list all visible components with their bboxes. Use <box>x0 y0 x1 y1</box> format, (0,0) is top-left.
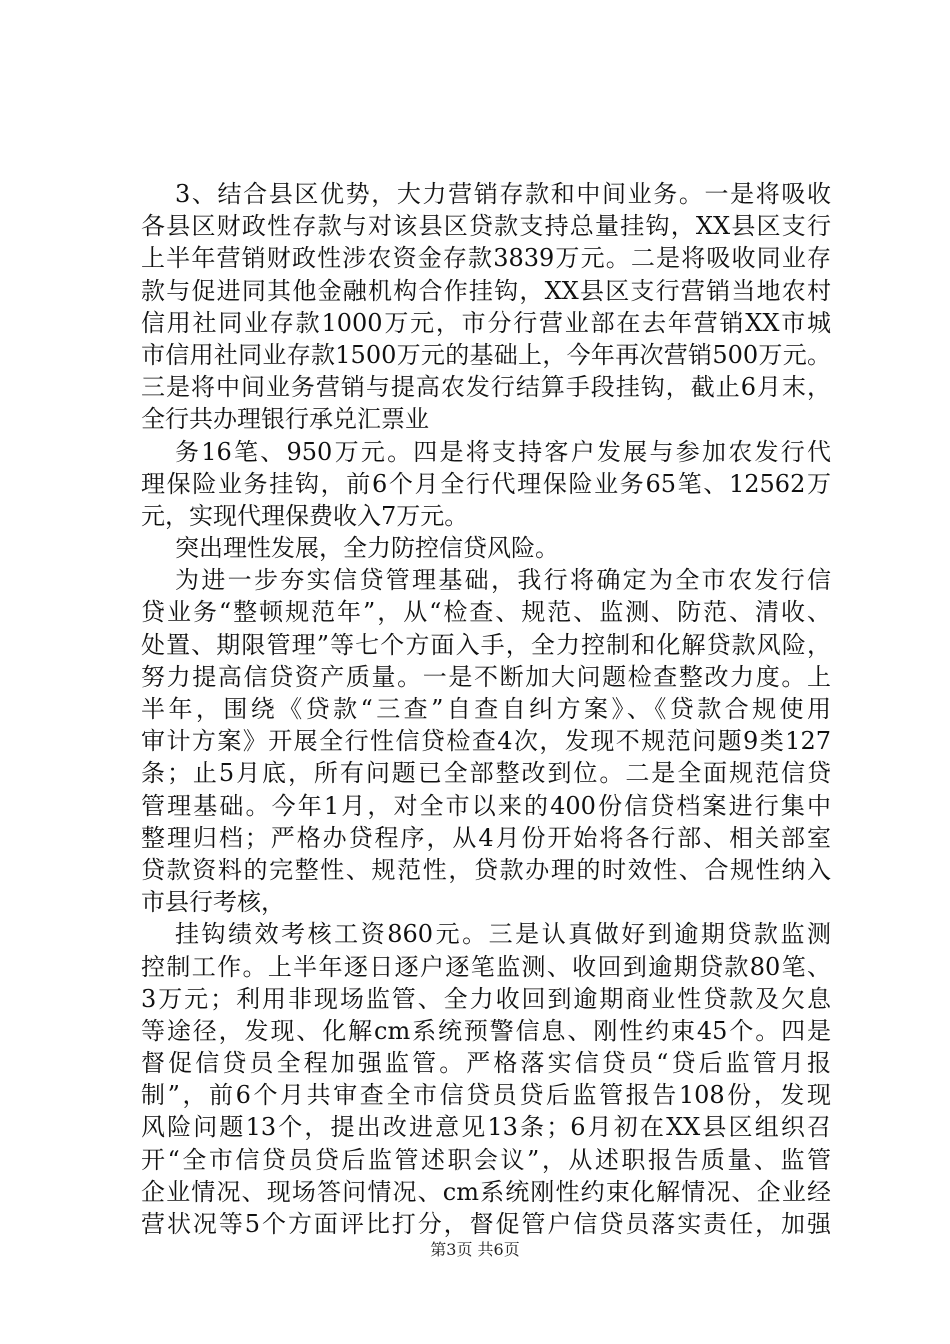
text-line: 突出理性发展，全力防控信贷风险。 <box>175 534 559 563</box>
text-line: 上半年营销财政性涉农资金存款3839万元。二是将吸收同业存 <box>141 244 831 273</box>
text-line: 三是将中间业务营销与提高农发行结算手段挂钩，截止6月末， <box>141 373 831 402</box>
text-line: 信用社同业存款1000万元，市分行营业部在去年营销XX市城 <box>141 308 831 337</box>
text-line: 风险问题13个，提出改进意见13条；6月初在XX县区组织召 <box>141 1113 831 1142</box>
text-line: 条；止5月底，所有问题已全部整改到位。二是全面规范信贷 <box>141 759 831 788</box>
text-line: 为进一步夯实信贷管理基础，我行将确定为全市农发行信 <box>175 566 831 595</box>
text-line: 3万元；利用非现场监管、全力收回到逾期商业性贷款及欠息 <box>141 984 831 1013</box>
text-line: 半年，围绕《贷款“三查”自查自纠方案》、《贷款合规使用 <box>141 695 831 723</box>
text-line: 贷业务“整顿规范年”，从“检查、规范、监测、防范、清收、 <box>141 598 831 627</box>
body-text <box>141 178 831 1240</box>
text-line: 管理基础。今年1月，对全市以来的400份信贷档案进行集中 <box>141 791 831 820</box>
text-line: 3、结合县区优势，大力营销存款和中间业务。一是将吸收 <box>175 180 831 208</box>
text-line: 整理归档；严格办贷程序，从4月份开始将各行部、相关部室 <box>141 823 831 852</box>
page-footer: 第3页 共6页 <box>430 1240 520 1259</box>
text-line: 款与促进同其他金融机构合作挂钩，XX县区支行营销当地农村 <box>141 276 831 305</box>
text-line: 贷款资料的完整性、规范性，贷款办理的时效性、合规性纳入 <box>141 855 831 884</box>
text-line: 市信用社同业存款1500万元的基础上，今年再次营销500万元。 <box>141 340 831 369</box>
text-line: 各县区财政性存款与对该县区贷款支持总量挂钩，XX县区支行 <box>141 212 831 241</box>
text-line: 理保险业务挂钩，前6个月全行代理保险业务65笔、12562万 <box>141 469 831 498</box>
text-line: 审计方案》开展全行性信贷检查4次，发现不规范问题9类127 <box>141 727 831 756</box>
text-line: 制”，前6个月共审查全市信贷员贷后监管报告108份，发现 <box>141 1081 831 1110</box>
text-line: 开“全市信贷员贷后监管述职会议”，从述职报告质量、监管 <box>141 1145 831 1174</box>
text-line: 努力提高信贷资产质量。一是不断加大问题检查整改力度。上 <box>141 662 831 691</box>
text-line: 督促信贷员全程加强监管。严格落实信贷员“贷后监管月报 <box>141 1049 831 1078</box>
text-line: 营状况等5个方面评比打分，督促管户信贷员落实责任，加强 <box>141 1210 831 1238</box>
text-line: 处置、期限管理”等七个方面入手，全力控制和化解贷款风险， <box>141 630 831 659</box>
text-line: 等途径，发现、化解cm系统预警信息、刚性约束45个。四是 <box>141 1016 831 1045</box>
text-line: 控制工作。上半年逐日逐户逐笔监测、收回到逾期贷款80笔、 <box>141 952 831 981</box>
text-line: 企业情况、现场答问情况、cm系统刚性约束化解情况、企业经 <box>141 1177 831 1206</box>
text-line: 元，实现代理保费收入7万元。 <box>141 501 469 530</box>
text-line: 挂钩绩效考核工资860元。三是认真做好到逾期贷款监测 <box>175 920 831 949</box>
text-line: 市县行考核， <box>141 888 285 917</box>
text-line: 全行共办理银行承兑汇票业 <box>141 405 429 434</box>
text-line: 务16笔、950万元。四是将支持客户发展与参加农发行代 <box>175 437 831 466</box>
